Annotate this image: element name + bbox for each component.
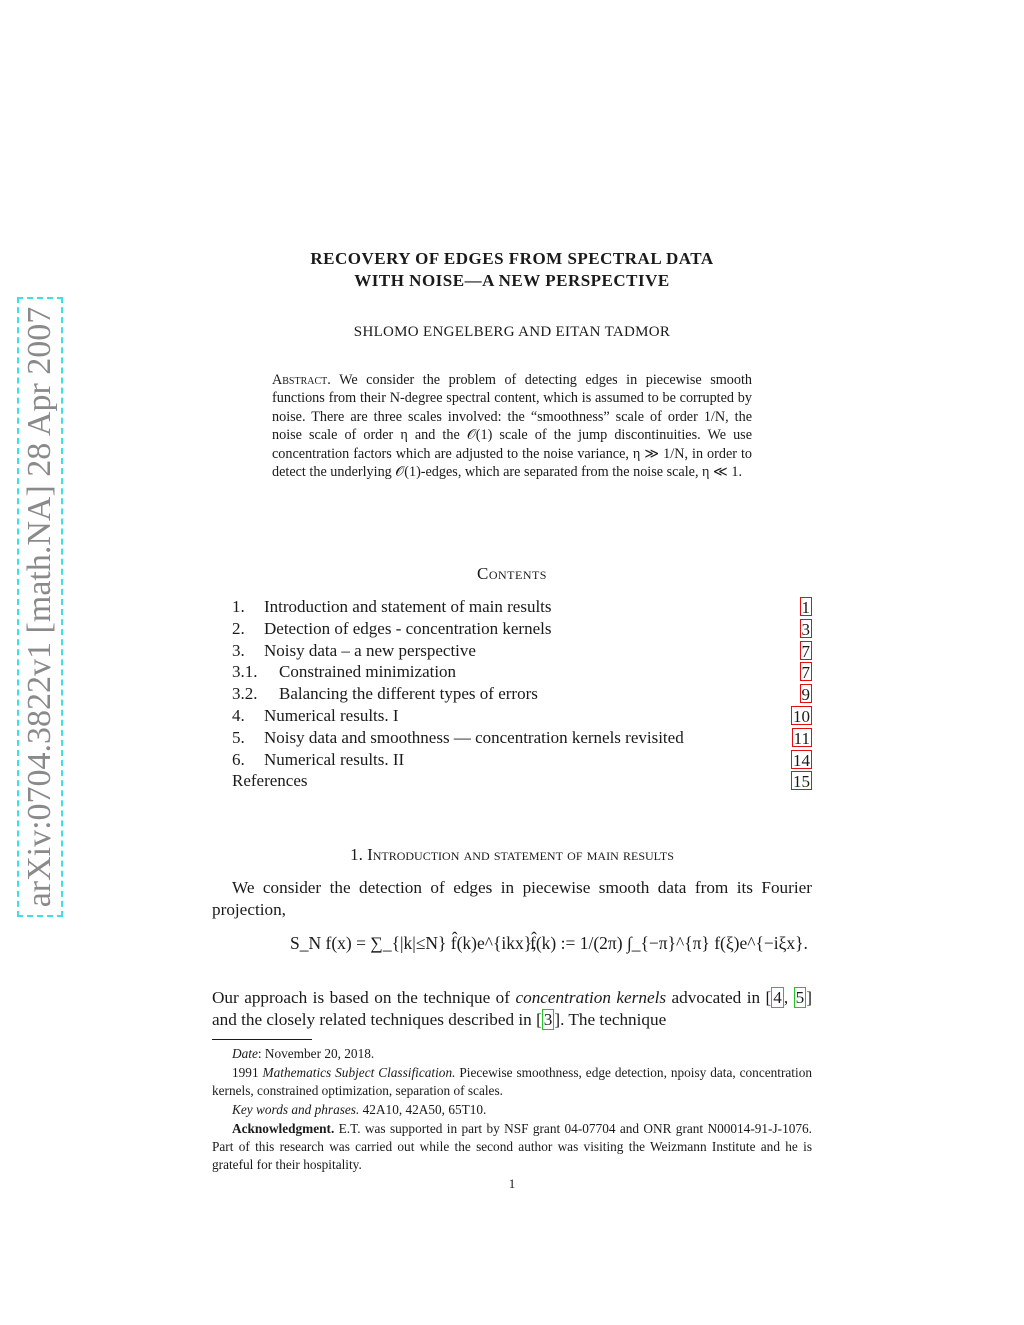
equation-lhs: S_N f(x) = ∑_{|k|≤N} f̂(k)e^{ikx}, — [290, 933, 537, 953]
toc-page-link[interactable]: 7 — [801, 663, 810, 683]
toc-entry — [232, 770, 812, 792]
toc-entry-number: 3.2. — [232, 684, 258, 704]
msc-label: Mathematics Subject Classification. — [262, 1065, 456, 1080]
toc-page-link[interactable]: 11 — [793, 728, 810, 748]
toc-entry-title: Introduction and statement of main results — [264, 597, 552, 616]
toc-entry — [232, 596, 812, 618]
toc-page-link[interactable]: 15 — [793, 772, 810, 792]
equation-rhs: f̂(k) := 1/(2π) ∫_{−π}^{π} f(ξ)e^{−iξx}. — [530, 933, 808, 953]
toc-entry-title: Balancing the different types of errors — [279, 684, 538, 704]
keywords-label: Key words and phrases. — [232, 1102, 360, 1117]
toc-entry-number: 6. — [232, 749, 245, 769]
toc-entry — [232, 749, 812, 771]
ack-label: Acknowledgment. — [232, 1121, 335, 1136]
citation-link-3[interactable]: 3 — [543, 1009, 553, 1029]
section-1-title: Introduction and statement of main results — [367, 845, 674, 864]
toc-entry-number: 1. — [232, 597, 245, 616]
arxiv-stamp[interactable] — [17, 297, 63, 917]
abstract — [272, 371, 752, 481]
toc-entry — [232, 640, 812, 662]
toc-entry-title: Constrained minimization — [279, 662, 457, 682]
page-number: 1 — [508, 1176, 516, 1191]
toc-page-link[interactable]: 9 — [801, 685, 810, 705]
toc-entry-number: 3.1. — [232, 662, 258, 682]
section-1-heading — [0, 845, 1024, 865]
toc-entry-number: 3. — [232, 640, 245, 660]
fourier-projection-equation — [290, 925, 808, 985]
toc-entry-number: 5. — [232, 727, 245, 747]
toc-entry — [232, 705, 812, 727]
footnote-msc — [212, 1064, 812, 1100]
keywords-value: 42A10, 42A50, 65T10. — [362, 1102, 487, 1117]
toc-entry — [232, 618, 812, 640]
toc-page-link[interactable]: 10 — [793, 706, 810, 726]
toc-page-link[interactable]: 14 — [793, 750, 810, 770]
toc-entry-title: References — [232, 771, 308, 791]
toc-entry-number: 4. — [232, 705, 245, 725]
citation-link-4[interactable]: 4 — [773, 988, 782, 1007]
toc-entry-title: Detection of edges - concentration kernels — [264, 618, 552, 638]
para2-emphasis: concentration kernels — [515, 988, 667, 1007]
date-label: Date — [232, 1046, 258, 1061]
citation-link-5[interactable]: 5 — [795, 988, 805, 1007]
table-of-contents — [232, 596, 812, 792]
footnote-rule — [212, 1039, 312, 1040]
toc-page-link[interactable]: 3 — [801, 619, 810, 639]
authors: SHLOMO ENGELBERG AND EITAN TADMOR — [353, 324, 671, 340]
footnote-date — [212, 1045, 812, 1063]
toc-entry-title: Noisy data – a new perspective — [264, 640, 476, 660]
para2-text-d: . The technique — [560, 1009, 667, 1029]
arxiv-stamp-text: arXiv:0704.3822v1 [math.NA] 28 Apr 2007 — [21, 306, 58, 908]
date-value: : November 20, 2018. — [257, 1046, 375, 1061]
footnote-keywords — [212, 1101, 812, 1119]
toc-entry-title: Numerical results. I — [264, 705, 399, 725]
para2-text-b: advocated in — [671, 988, 761, 1007]
toc-entry-number: 2. — [232, 618, 245, 638]
intro-paragraph-1: We consider the detection of edges in piecewise smooth data from its Fourier projection, — [212, 878, 812, 919]
toc-entry — [232, 727, 812, 749]
toc-entry-title: Noisy data and smoothness — concentration kernels revisited — [264, 727, 684, 747]
msc-value: Piecewise smoothness, edge detection, npoisy data, concentration kernels, constrained optimization, separation of scales. — [212, 1065, 812, 1099]
paper-title-line1: RECOVERY OF EDGES FROM SPECTRAL DATA — [310, 249, 714, 268]
abstract-text: We consider the problem of detecting edges in piecewise smooth functions from their N-degree spectral content, which is assumed to be corrupted by noise. There are three scales involved: the “smoothness” scale of order 1/N, the noise scale of order η and the 𝒪(1) scale of the jump discontinuities. We use concentration factors which are adjusted to the noise variance, η ≫ 1/N, in order to detect the underlying 𝒪(1)-edges, which are separated from the noise scale, η ≪ 1. — [272, 372, 752, 481]
intro-paragraph-2: Our approach is based on the technique of concentration kernels advocated in [ 4 , 5 ] and the closely related techniques described in [ 3 ]. The technique — [212, 988, 812, 1029]
toc-entry — [232, 661, 812, 683]
toc-entry-title: Numerical results. II — [264, 749, 405, 769]
toc-page-link[interactable]: 7 — [801, 641, 810, 661]
paper-title-line2: WITH NOISE—A NEW PERSPECTIVE — [354, 271, 670, 290]
para2-text-c: and the closely related techniques described in — [212, 1009, 532, 1029]
ack-value: E.T. was supported in part by NSF grant 04-07704 and ONR grant N00014-91-J-1076. Part of this research was carried out while the second author was visiting the Weizmann Institute and he is grateful for their hospitality. — [212, 1121, 812, 1173]
section-1-number: 1. — [350, 845, 363, 864]
msc-year: 1991 — [232, 1065, 259, 1080]
abstract-label: Abstract. — [272, 372, 331, 388]
footnote-acknowledgment — [212, 1120, 812, 1175]
para2-text-a: Our approach is based on the technique of — [212, 988, 510, 1007]
toc-entry — [232, 683, 812, 705]
contents-heading: Contents — [476, 564, 547, 583]
toc-page-link[interactable]: 1 — [801, 598, 810, 617]
